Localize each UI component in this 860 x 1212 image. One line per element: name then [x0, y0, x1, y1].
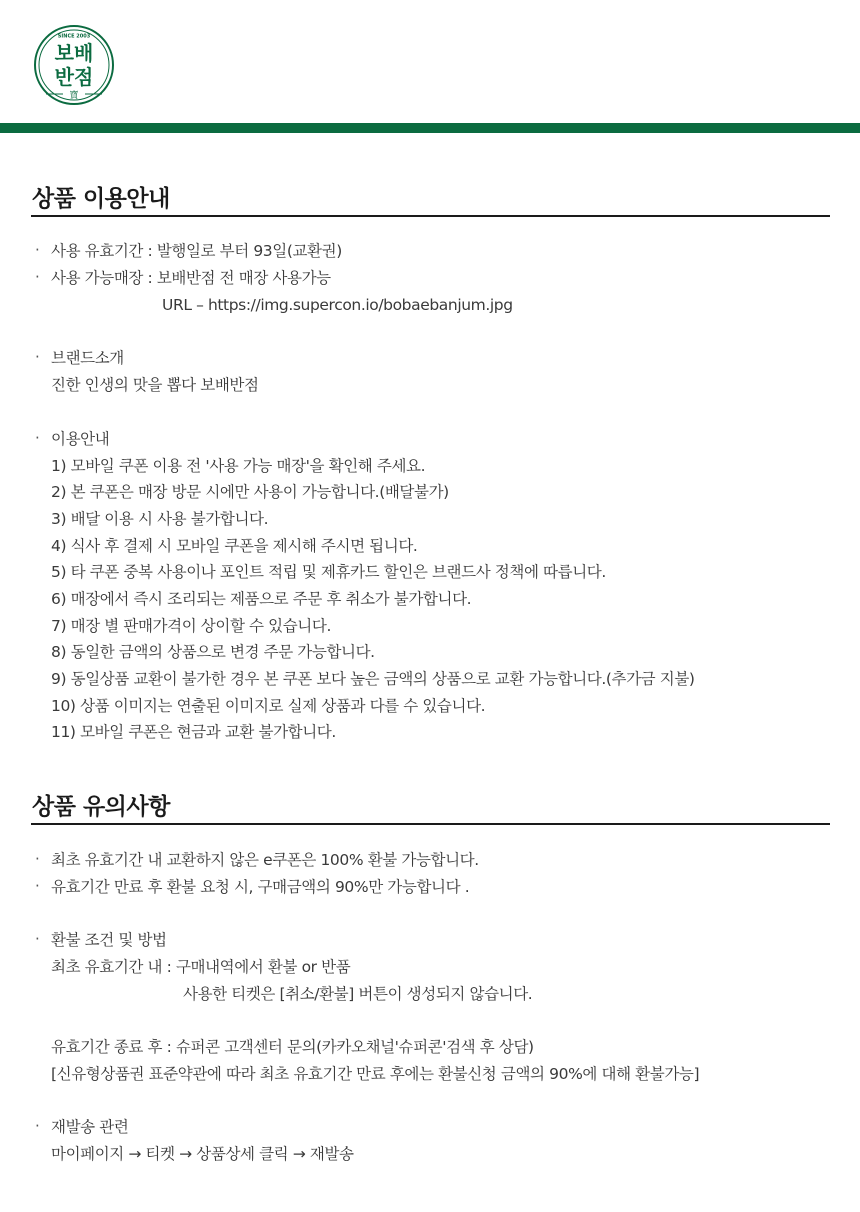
guide-item: 4) 식사 후 결제 시 모바일 쿠폰을 제시해 주시면 됩니다.: [51, 537, 418, 555]
refund-within-note: 사용한 티켓은 [취소/환불] 버튼이 생성되지 않습니다.: [183, 985, 533, 1003]
guide-item: 6) 매장에서 즉시 조리되는 제품으로 주문 후 취소가 불가합니다.: [51, 590, 472, 608]
guide-item: 7) 매장 별 판매가격이 상이할 수 있습니다.: [51, 617, 331, 635]
guide-item: 5) 타 쿠폰 중복 사용이나 포인트 적립 및 제휴카드 할인은 브랜드사 정책에 따릅니다.: [51, 563, 606, 581]
brand-desc: 진한 인생의 맛을 뽑다 보배반점: [51, 376, 259, 394]
brand-divider-bar: [0, 123, 860, 133]
resend-path: 마이페이지 → 티켓 → 상품상세 클릭 → 재발송: [51, 1145, 354, 1163]
logo-line1: 보배: [54, 41, 94, 65]
logo-seal: 寶: [69, 91, 79, 101]
guide-item: 9) 동일상품 교환이 불가한 경우 본 쿠폰 보다 높은 금액의 상품으로 교환 가능합니다.(추가금 지불): [51, 670, 695, 688]
refund-within-text: 최초 유효기간 내 : 구매내역에서 환불 or 반품: [51, 958, 351, 976]
bullet-dot: ·: [35, 268, 40, 286]
section-rule: [31, 823, 830, 825]
bullet-dot: ·: [35, 241, 40, 259]
bullet-dot: ·: [35, 429, 40, 447]
bullet-dot: ·: [35, 877, 40, 895]
guide-item: 3) 배달 이용 시 사용 불가합니다.: [51, 510, 269, 528]
bullet-dot: ·: [35, 930, 40, 948]
refund-full-text: 최초 유효기간 내 교환하지 않은 e쿠폰은 100% 환불 가능합니다.: [51, 851, 479, 869]
logo-since-text: SINCE 2003: [57, 33, 91, 40]
bobae-banjum-logo: [33, 24, 115, 106]
refund-after-note: [신유형상품권 표준약관에 따라 최초 유효기간 만료 후에는 환불신청 금액의 90%에 대해 환불가능]: [51, 1065, 700, 1083]
guide-title: 이용안내: [51, 430, 110, 448]
logo-line2: 반점: [54, 65, 94, 89]
guide-item: 2) 본 쿠폰은 매장 방문 시에만 사용이 가능합니다.(배달불가): [51, 483, 449, 501]
bullet-dot: ·: [35, 1117, 40, 1135]
section-title-notice: 상품 유의사항: [32, 794, 170, 820]
resend-title: 재발송 관련: [51, 1118, 129, 1136]
guide-item: 1) 모바일 쿠폰 이용 전 '사용 가능 매장'을 확인해 주세요.: [51, 457, 426, 475]
guide-item: 11) 모바일 쿠폰은 현금과 교환 불가합니다.: [51, 723, 336, 741]
header: [0, 0, 860, 123]
section-title-usage: 상품 이용안내: [32, 186, 170, 212]
bullet-dot: ·: [35, 348, 40, 366]
guide-item: 8) 동일한 금액의 상품으로 변경 주문 가능합니다.: [51, 643, 375, 661]
brand-title: 브랜드소개: [51, 349, 124, 367]
refund-partial-text: 유효기간 만료 후 환불 요청 시, 구매금액의 90%만 가능합니다 .: [51, 878, 470, 896]
url-text: URL – https://img.supercon.io/bobaebanjum.jpg: [162, 296, 513, 314]
refund-after-text: 유효기간 종료 후 : 슈퍼콘 고객센터 문의(카카오채널'슈퍼콘'검색 후 상담): [51, 1038, 534, 1056]
guide-item: 10) 상품 이미지는 연출된 이미지로 실제 상품과 다를 수 있습니다.: [51, 697, 486, 715]
refund-method-title: 환불 조건 및 방법: [51, 931, 167, 949]
validity-text: 사용 유효기간 : 발행일로 부터 93일(교환권): [51, 242, 342, 260]
stores-text: 사용 가능매장 : 보배반점 전 매장 사용가능: [51, 269, 331, 287]
section-rule: [31, 215, 830, 217]
bullet-dot: ·: [35, 850, 40, 868]
